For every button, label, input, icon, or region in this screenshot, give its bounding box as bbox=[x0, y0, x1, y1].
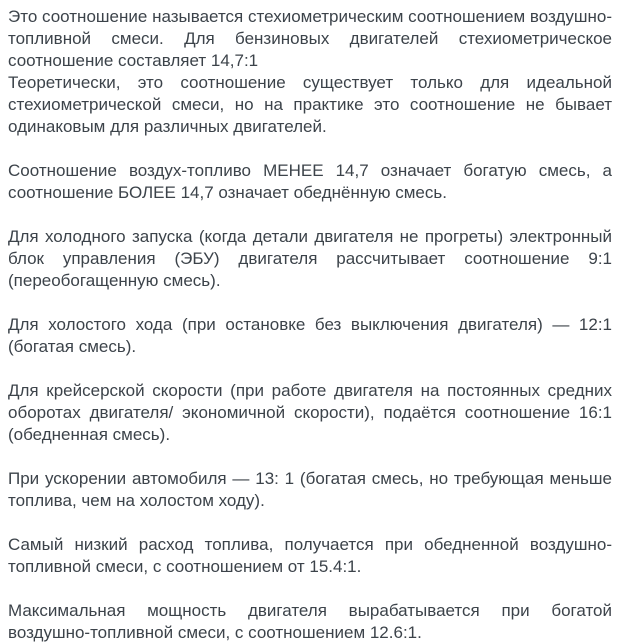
paragraph-max-power-ratio: Максимальная мощность двигателя вырабатывается при богатой воздушно-топливной смеси, с соотношением 12.6:1. bbox=[8, 601, 612, 642]
paragraph-rich-lean-threshold: Соотношение воздух-топливо МЕНЕЕ 14,7 означает богатую смесь, а соотношение БОЛЕЕ 14,7 означает обеднённую смесь. bbox=[8, 161, 612, 202]
paragraph-cruising-ratio: Для крейсерской скорости (при работе двигателя на постоянных средних оборотах двигателя/ экономичной скорости), подаётся соотношение 16:1 (обедненная смесь). bbox=[8, 381, 612, 444]
paragraph-cold-start-ratio: Для холодного запуска (когда детали двигателя не прогреты) электронный блок управления (ЭБУ) двигателя рассчитывает соотношение 9:1 (переобогащенную смесь). bbox=[8, 227, 612, 290]
paragraph-idle-ratio: Для холостого хода (при остановке без выключения двигателя) — 12:1 (богатая смесь). bbox=[8, 315, 612, 356]
paragraph-lowest-fuel-consumption: Самый низкий расход топлива, получается при обедненной воздушно-топливной смеси, с соотношением от 15.4:1. bbox=[8, 535, 612, 576]
paragraph-stoichiometric-intro: Это соотношение называется стехиометрическим соотношением воздушно-топливной смеси. Для бензиновых двигателей стехиометрическое соотношение составляет 14,7:1 bbox=[8, 7, 612, 70]
paragraph-acceleration-ratio: При ускорении автомобиля — 13: 1 (богатая смесь, но требующая меньше топлива, чем на холостом ходу). bbox=[8, 469, 612, 510]
paragraph-theory-vs-practice: Теоретически, это соотношение существует только для идеальной стехиометрической смеси, но на практике это соотношение не бывает одинаковым для различных двигателей. bbox=[8, 73, 612, 136]
